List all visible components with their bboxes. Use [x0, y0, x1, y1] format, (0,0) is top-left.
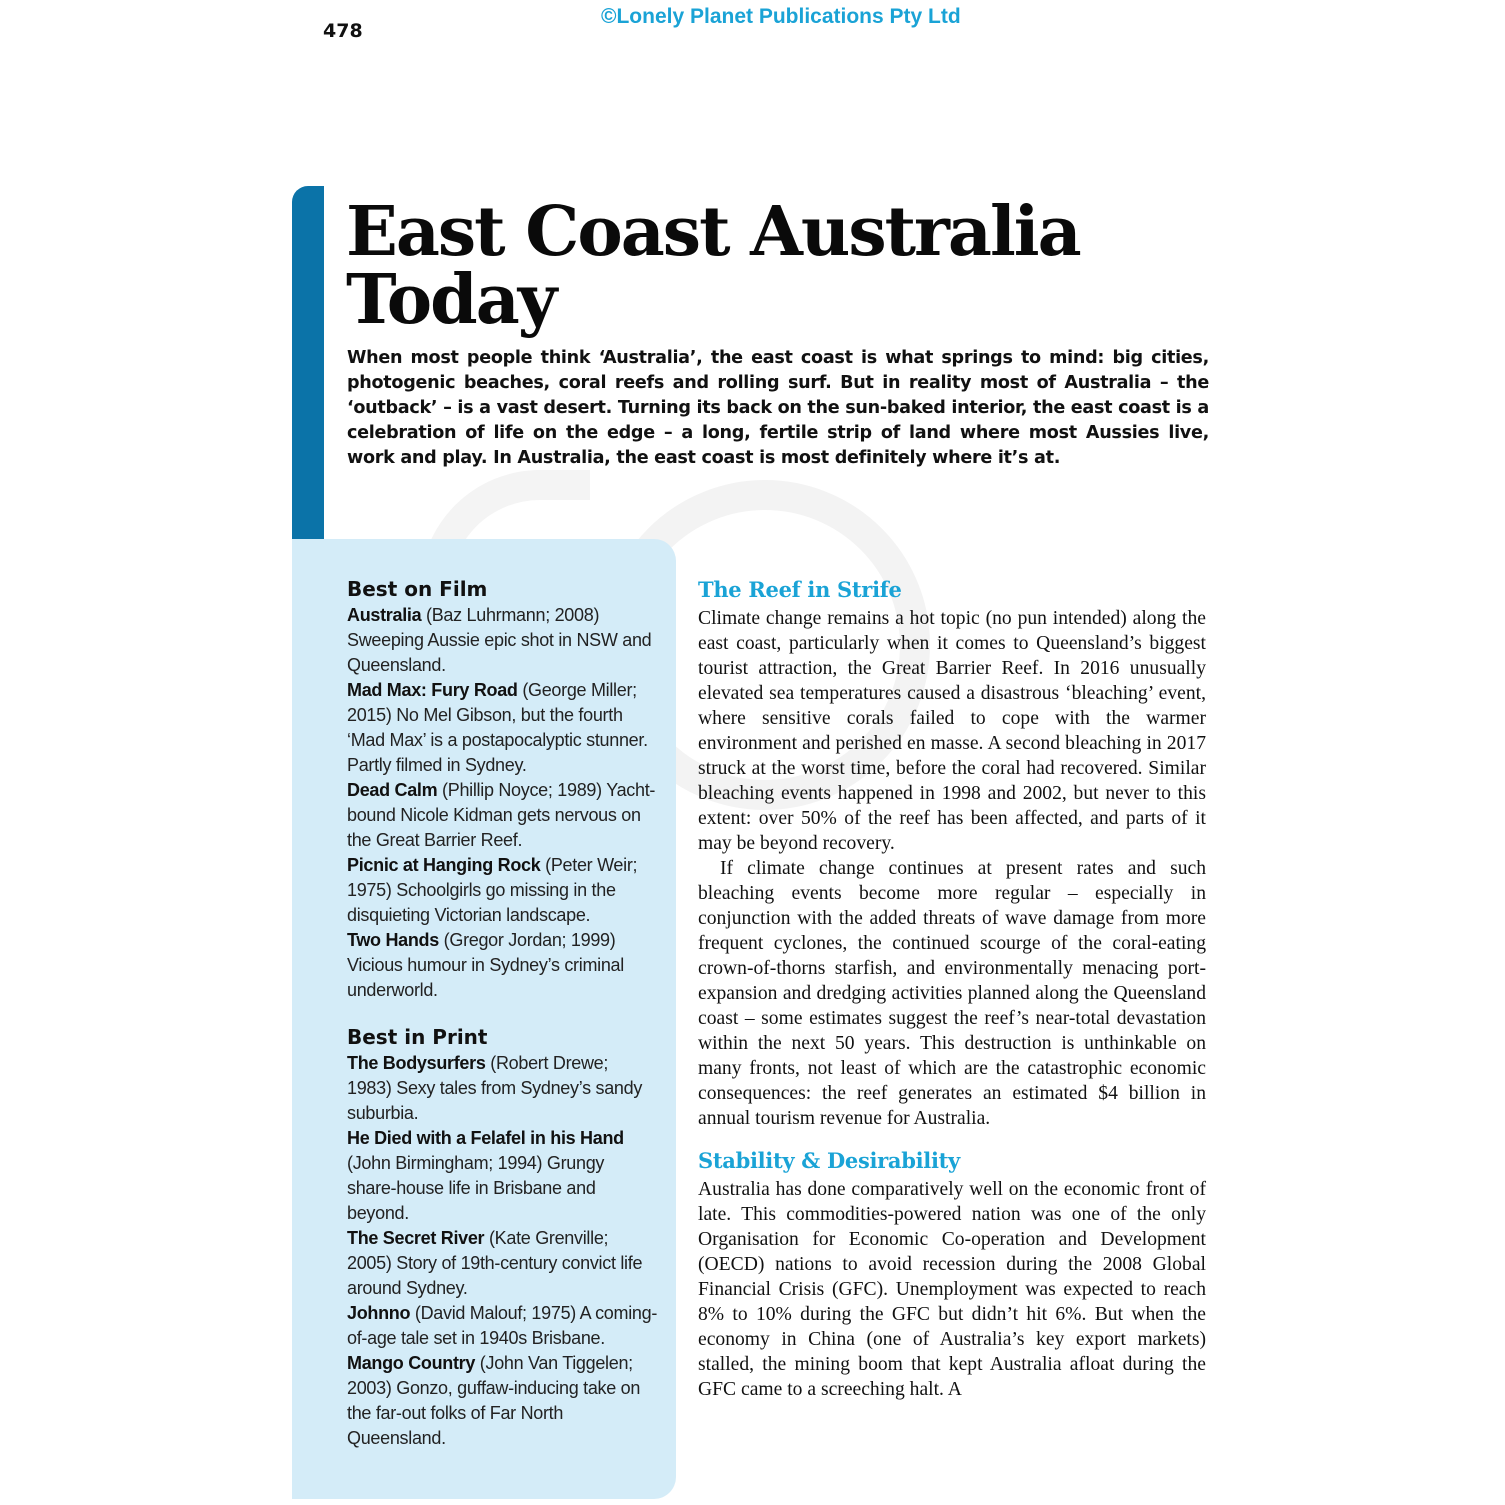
film-title: Dead Calm — [347, 780, 438, 800]
sidebar-heading-film: Best on Film — [347, 577, 488, 601]
chapter-accent-bar — [292, 186, 324, 580]
page-title: East Coast Australia Today — [346, 192, 1080, 340]
film-title: Two Hands — [347, 930, 439, 950]
film-description: (Baz Luhrmann; 2008) Sweeping Aussie epic shot in NSW and Queensland. — [347, 605, 652, 675]
stability-paragraph-1: Australia has done comparatively well on the economic front of late. This commodities-powered nation was one of the only Organisation for Economic Co-operation and Development (OECD) nations to avoid recession during the 2008 Global Financial Crisis (GFC). Unemployment was expected to reach 8% to 10% during the GFC but didn’t hit 6%. But when the economy in China (one of Australia’s key export markets) stalled, the mining boom that kept Australia afloat during the GFC came to a screeching halt. A — [698, 1179, 1206, 1400]
reef-paragraph-1: Climate change remains a hot topic (no pun intended) along the east coast, particularly when it comes to Queensland’s biggest tourist attraction, the Great Barrier Reef. In 2016 unusually elevated sea temperatures caused a disastrous ‘bleaching’ event, where sensitive corals failed to cope with the warmer environment and perished en masse. A second bleaching in 2017 struck at the worst time, before the coral had recovered. Similar bleaching events happened in 1998 and 2002, but never to this extent: over 50% of the reef has been affected, and parts of it may be beyond recovery. — [698, 608, 1206, 854]
book-title: The Secret River — [347, 1228, 485, 1248]
page-number: 478 — [323, 20, 363, 42]
book-description: (Kate Grenville; 2005) Story of 19th-century convict life around Sydney. — [347, 1228, 643, 1298]
book-description: (John Van Tiggelen; 2003) Gonzo, guffaw-inducing take on the far-out folks of Far North Queensland. — [347, 1353, 641, 1448]
book-description: (David Malouf; 1975) A coming-of-age tale set in 1940s Brisbane. — [347, 1303, 658, 1348]
list-item — [347, 603, 657, 678]
list-item — [347, 1351, 657, 1451]
film-list — [347, 603, 657, 1003]
film-title: Picnic at Hanging Rock — [347, 855, 541, 875]
list-item — [347, 1126, 657, 1226]
sidebar-heading-print: Best in Print — [347, 1025, 488, 1049]
main-column — [698, 574, 1206, 1402]
print-list — [347, 1051, 657, 1451]
film-title: Australia — [347, 605, 422, 625]
list-item — [347, 1301, 657, 1351]
film-title: Mad Max: Fury Road — [347, 680, 518, 700]
book-title: Johnno — [347, 1303, 411, 1323]
list-item — [347, 853, 657, 928]
section-heading-reef: The Reef in Strife — [698, 577, 902, 602]
film-description: (Gregor Jordan; 1999) Vicious humour in Sydney’s criminal underworld. — [347, 930, 624, 1000]
list-item — [347, 778, 657, 853]
reef-paragraph-2: If climate change continues at present rates and such bleaching events become more regular – especially in conjunction with the added threats of wave damage from more frequent cyclones, the continued scourge of the coral-eating crown-of-thorns starfish, and environmentally menacing port-expansion and dredging activities planned along the Queensland coast – some estimates suggest the reef’s near-total devastation within the next 50 years. This destruction is unthinkable on many fronts, not least of which are the catastrophic economic consequences: the reef generates an estimated $4 billion in annual tourism revenue for Australia. — [698, 858, 1206, 1129]
film-description: (George Miller; 2015) No Mel Gibson, but the fourth ‘Mad Max’ is a postapocalyptic stunner. Partly filmed in Sydney. — [347, 680, 648, 775]
film-description: (Phillip Noyce; 1989) Yacht-bound Nicole Kidman gets nervous on the Great Barrier Reef. — [347, 780, 656, 850]
book-title: He Died with a Felafel in his Hand — [347, 1128, 624, 1148]
sidebar-box — [292, 539, 676, 1499]
list-item — [347, 1051, 657, 1126]
list-item — [347, 928, 657, 1003]
book-description: (John Birmingham; 1994) Grungy share-house life in Brisbane and beyond. — [347, 1153, 605, 1223]
book-description: (Robert Drewe; 1983) Sexy tales from Sydney’s sandy suburbia. — [347, 1053, 643, 1123]
intro-paragraph: When most people think ‘Australia’, the east coast is what springs to mind: big cities, photogenic beaches, coral reefs and rolling surf. But in reality most of Australia – the ‘outback’ – is a vast desert. Turning its back on the sun-baked interior, the east coast is a celebration of life on the edge – a long, fertile strip of land where most Aussies live, work and play. In Australia, the east coast is most definitely where it’s at. — [347, 348, 1209, 468]
list-item — [347, 678, 657, 778]
film-description: (Peter Weir; 1975) Schoolgirls go missing in the disquieting Victorian landscape. — [347, 855, 638, 925]
section-heading-stability: Stability & Desirability — [698, 1148, 960, 1173]
book-title: The Bodysurfers — [347, 1053, 486, 1073]
copyright-notice: ©Lonely Planet Publications Pty Ltd — [601, 5, 961, 28]
book-title: Mango Country — [347, 1353, 476, 1373]
list-item — [347, 1226, 657, 1301]
sidebar-content — [347, 575, 657, 1451]
